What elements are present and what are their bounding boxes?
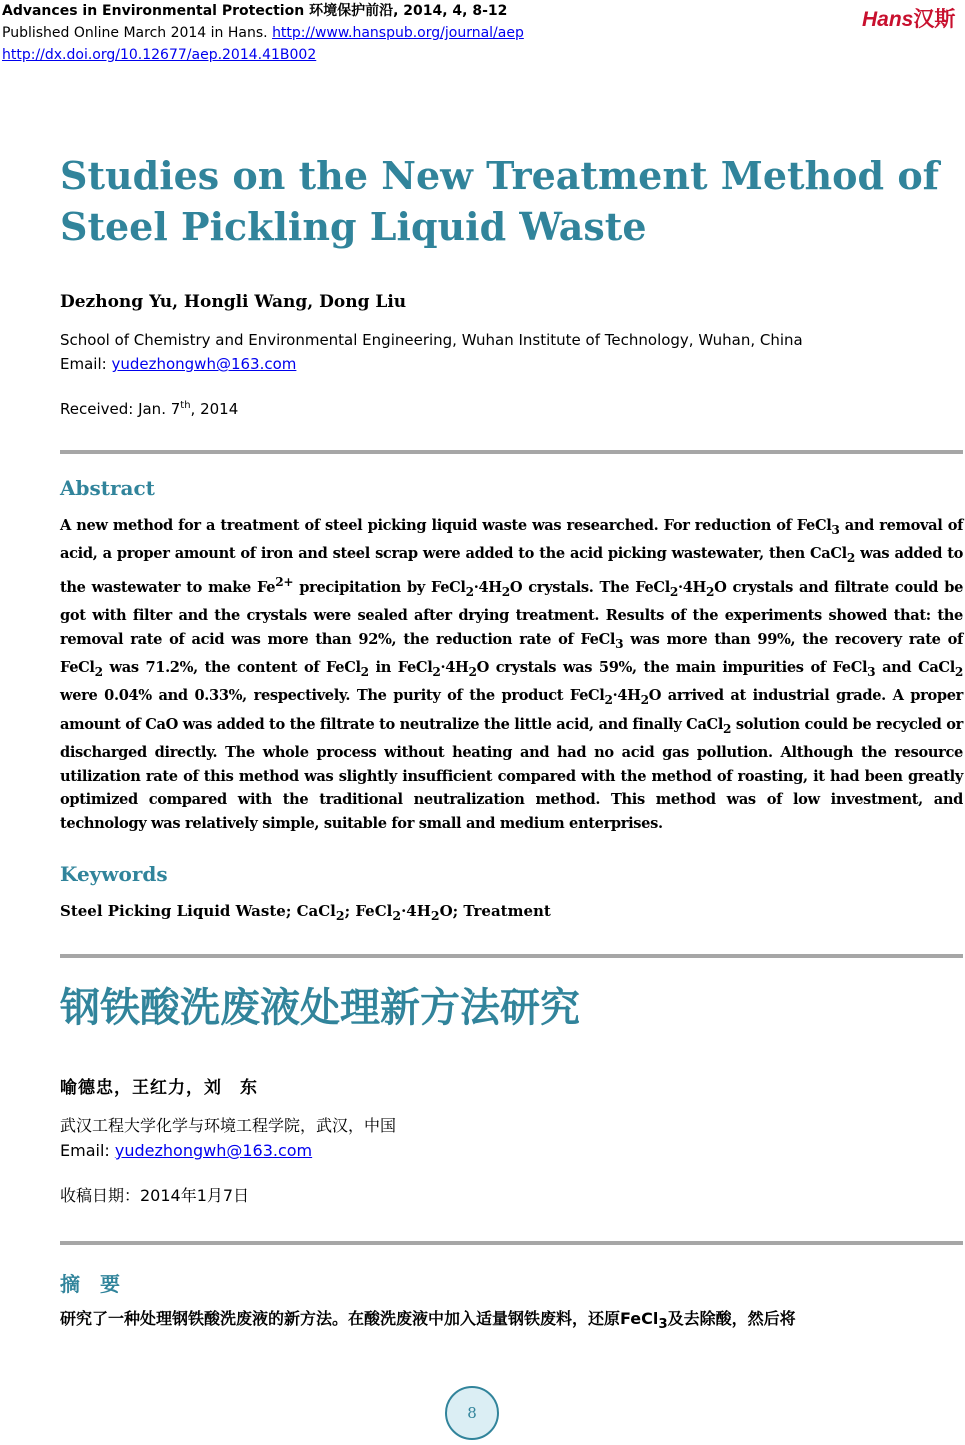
english-authors: Dezhong Yu, Hongli Wang, Dong Liu (60, 292, 407, 312)
hans-logo: Hans汉斯 (862, 7, 956, 31)
journal-link[interactable]: http://www.hanspub.org/journal/aep (272, 25, 524, 41)
abstract-heading: Abstract (60, 476, 155, 500)
chinese-received-date: 收稿日期：2014年1月7日 (60, 1186, 250, 1205)
doi-link[interactable]: http://dx.doi.org/10.12677/aep.2014.41B002 (2, 47, 317, 63)
chinese-abstract-heading: 摘 要 (60, 1272, 120, 1296)
chinese-abstract-body: 研究了一种处理钢铁酸洗废液的新方法。在酸洗废液中加入适量钢铁废料，还原FeCl$_3$及去除酸，然后将 (60, 1309, 796, 1333)
keywords-list: Steel Picking Liquid Waste; CaCl$_2$; $FeCl_2\cdot 4H_2O$; Treatment (60, 902, 551, 923)
english-title: Studies on the New Treatment Method of Steel Pickling Liquid Waste (60, 153, 940, 249)
journal-citation: Advances in Environmental Protection 环境保护前沿, 2014, 4, 8-12 (2, 3, 508, 19)
chinese-email-link[interactable]: yudezhongwh@163.com (114, 1141, 313, 1160)
english-affiliation: School of Chemistry and Environmental Engineering, Wuhan Institute of Technology, Wuhan, China Email: yudezhongwh@163.com (60, 328, 803, 376)
keywords-heading: Keywords (60, 862, 168, 886)
english-received-date: Received: Jan. 7th, 2014 (60, 400, 239, 418)
page-number: 8 (445, 1386, 499, 1440)
chinese-title: 钢铁酸洗废液处理新方法研究 (60, 985, 580, 1031)
english-email-link[interactable]: yudezhongwh@163.com (111, 355, 297, 373)
chinese-authors: 喻德忠，王红力，刘 东 (60, 1078, 258, 1098)
chinese-affiliation: 武汉工程大学化学与环境工程学院，武汉，中国 (60, 1116, 397, 1135)
chinese-email-line: Email: yudezhongwh@163.com (60, 1141, 313, 1160)
english-email-line: Email: yudezhongwh@163.com (60, 355, 297, 373)
section-divider (60, 450, 963, 454)
journal-header (2, 0, 524, 66)
abstract-body: A new method for a treatment of steel picking liquid waste was researched. For reduction of FeCl$_3$ and removal of acid, a proper amount of iron and steel scrap were added to the acid picking wastewater, then CaCl$_2$ was added to the wastewater to make $Fe^{2+}$ precipitation by $FeCl_2\cdot 4H_2O$ crystals. The $FeCl_2\cdot 4H_2O$ crystals and filtrate could be got with filter and the crystals were sealed after drying treatment. Results of the experiments showed that: the removal rate of acid was more than 92%, the reduction rate of FeCl$_3$ was more than 99%, the recovery rate of FeCl$_2$ was 71.2%, the content of FeCl$_2$ in $FeCl_2\cdot 4H_2O$ crystals was 59%, the main impurities of FeCl$_3$ and CaCl$_2$ were 0.04% and 0.33%, respectively. The purity of the product $FeCl_2\cdot 4H_2O$ arrived at industrial grade. A proper amount of CaO was added to the filtrate to neutralize the little acid, and finally CaCl$_2$ solution could be recycled or discharged directly. The whole process without heating and had no acid gas pollution. Although the resource utilization rate of this method was slightly insufficient compared with the method of roasting, it had been greatly optimized compared with the traditional neutralization method. This method was of low investment, and technology was relatively simple, suitable for small and medium enterprises. (60, 517, 964, 832)
section-divider (60, 1241, 963, 1245)
section-divider (60, 954, 963, 958)
published-line: Published Online March 2014 in Hans. http://www.hanspub.org/journal/aep (2, 25, 524, 41)
